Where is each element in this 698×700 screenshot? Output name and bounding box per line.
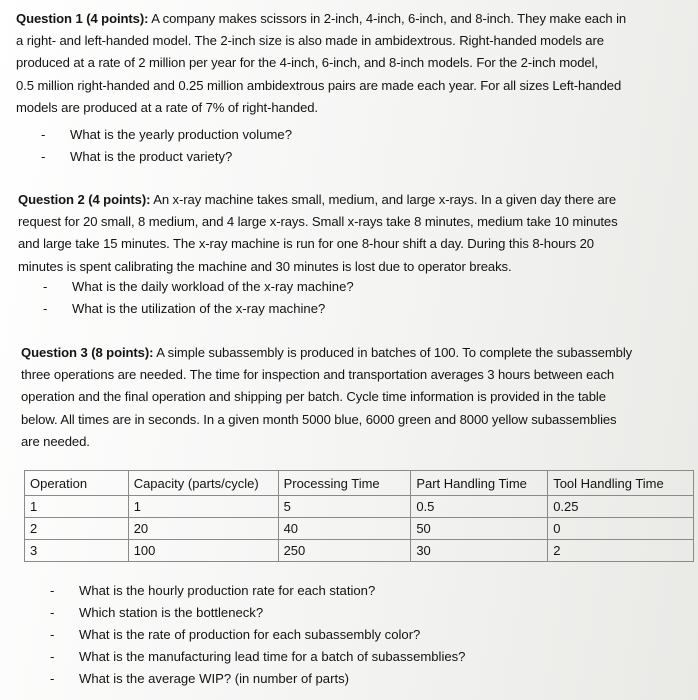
table-cell: 0 xyxy=(548,518,694,540)
list-item: - What is the manufacturing lead time for a batch of subassemblies? xyxy=(50,649,466,664)
table-cell: 40 xyxy=(278,518,411,540)
table-cell: 20 xyxy=(128,518,278,540)
question-2 xyxy=(18,189,698,278)
q3-line-3: operation and the final operation and shipping per batch. Cycle time information is provided in the table xyxy=(21,389,606,405)
list-item: - What is the utilization of the x-ray machine? xyxy=(43,301,326,316)
question-3 xyxy=(21,342,698,453)
list-item: - What is the hourly production rate for each station? xyxy=(50,583,376,598)
list-item: - Which station is the bottleneck? xyxy=(50,605,264,620)
q1-line-1: Question 1 (4 points): A company makes scissors in 2-inch, 4-inch, 6-inch, and 8-inch. They make each in xyxy=(16,11,627,26)
col-header-part-handling-time: Part Handling Time xyxy=(411,471,548,496)
q2-line-2: request for 20 small, 8 medium, and 4 large x-rays. Small x-rays take 8 minutes, medium take 10 minutes xyxy=(18,214,618,230)
table-cell: 250 xyxy=(278,540,411,562)
q1-line-4: 0.5 million right-handed and 0.25 million ambidextrous pairs are made each year. For all sizes Left-handed xyxy=(16,77,622,93)
q2-heading: Question 2 (4 points): xyxy=(18,192,151,207)
q1-line-2: a right- and left-handed model. The 2-inch size is also made in ambidextrous. Right-handed models are xyxy=(16,33,604,49)
q1-bullets xyxy=(41,124,292,168)
q3-heading: Question 3 (8 points): xyxy=(21,345,154,360)
table-cell: 30 xyxy=(411,540,548,562)
q2-line-3: and large take 15 minutes. The x-ray machine is run for one 8-hour shift a day. During this 8-hours 20 xyxy=(18,236,594,252)
q1-line-5: models are produced at a rate of 7% of right-handed. xyxy=(16,99,318,115)
col-header-tool-handling-time: Tool Handling Time xyxy=(548,471,694,496)
question-1 xyxy=(16,8,696,119)
table-cell: 1 xyxy=(128,496,278,518)
table-cell: 0.25 xyxy=(548,496,694,518)
q2-line-4: minutes is spent calibrating the machine and 30 minutes is lost due to operator breaks. xyxy=(18,258,512,274)
q3-bullets xyxy=(50,580,466,690)
table-cell: 0.5 xyxy=(411,496,548,518)
col-header-operation: Operation xyxy=(25,471,129,496)
q3-line-1: Question 3 (8 points): A simple subassembly is produced in batches of 100. To complete the subassembly xyxy=(21,345,633,360)
q3-line-5: are needed. xyxy=(21,433,90,449)
list-item: - What is the product variety? xyxy=(41,149,233,164)
table-row xyxy=(25,496,694,518)
q2-bullets xyxy=(43,276,354,320)
q3-line-4: below. All times are in seconds. In a given month 5000 blue, 6000 green and 8000 yellow subassemblies xyxy=(21,411,617,427)
q3-line-2: three operations are needed. The time for inspection and transportation averages 3 hours between each xyxy=(21,367,615,383)
list-item: - What is the average WIP? (in number of parts) xyxy=(50,671,349,686)
list-item: - What is the rate of production for each subassembly color? xyxy=(50,627,421,642)
table-cell: 50 xyxy=(411,518,548,540)
table-cell: 1 xyxy=(25,496,129,518)
table-cell: 3 xyxy=(25,540,129,562)
cycle-time-table xyxy=(24,470,694,562)
table-row xyxy=(25,518,694,540)
list-item: - What is the yearly production volume? xyxy=(41,127,292,142)
col-header-capacity: Capacity (parts/cycle) xyxy=(128,471,278,496)
q1-line-3: produced at a rate of 2 million per year for the 4-inch, 6-inch, and 8-inch models. For the 2-inch model, xyxy=(16,55,598,71)
list-item: - What is the daily workload of the x-ray machine? xyxy=(43,279,354,294)
table-header-row xyxy=(25,471,694,496)
table-cell: 2 xyxy=(25,518,129,540)
table-cell: 5 xyxy=(278,496,411,518)
table-cell: 2 xyxy=(548,540,694,562)
col-header-processing-time: Processing Time xyxy=(278,471,411,496)
table-row xyxy=(25,540,694,562)
table-cell: 100 xyxy=(128,540,278,562)
q2-line-1: Question 2 (4 points): An x-ray machine takes small, medium, and large x-rays. In a given day there are xyxy=(18,192,617,207)
q1-heading: Question 1 (4 points): xyxy=(16,11,149,26)
